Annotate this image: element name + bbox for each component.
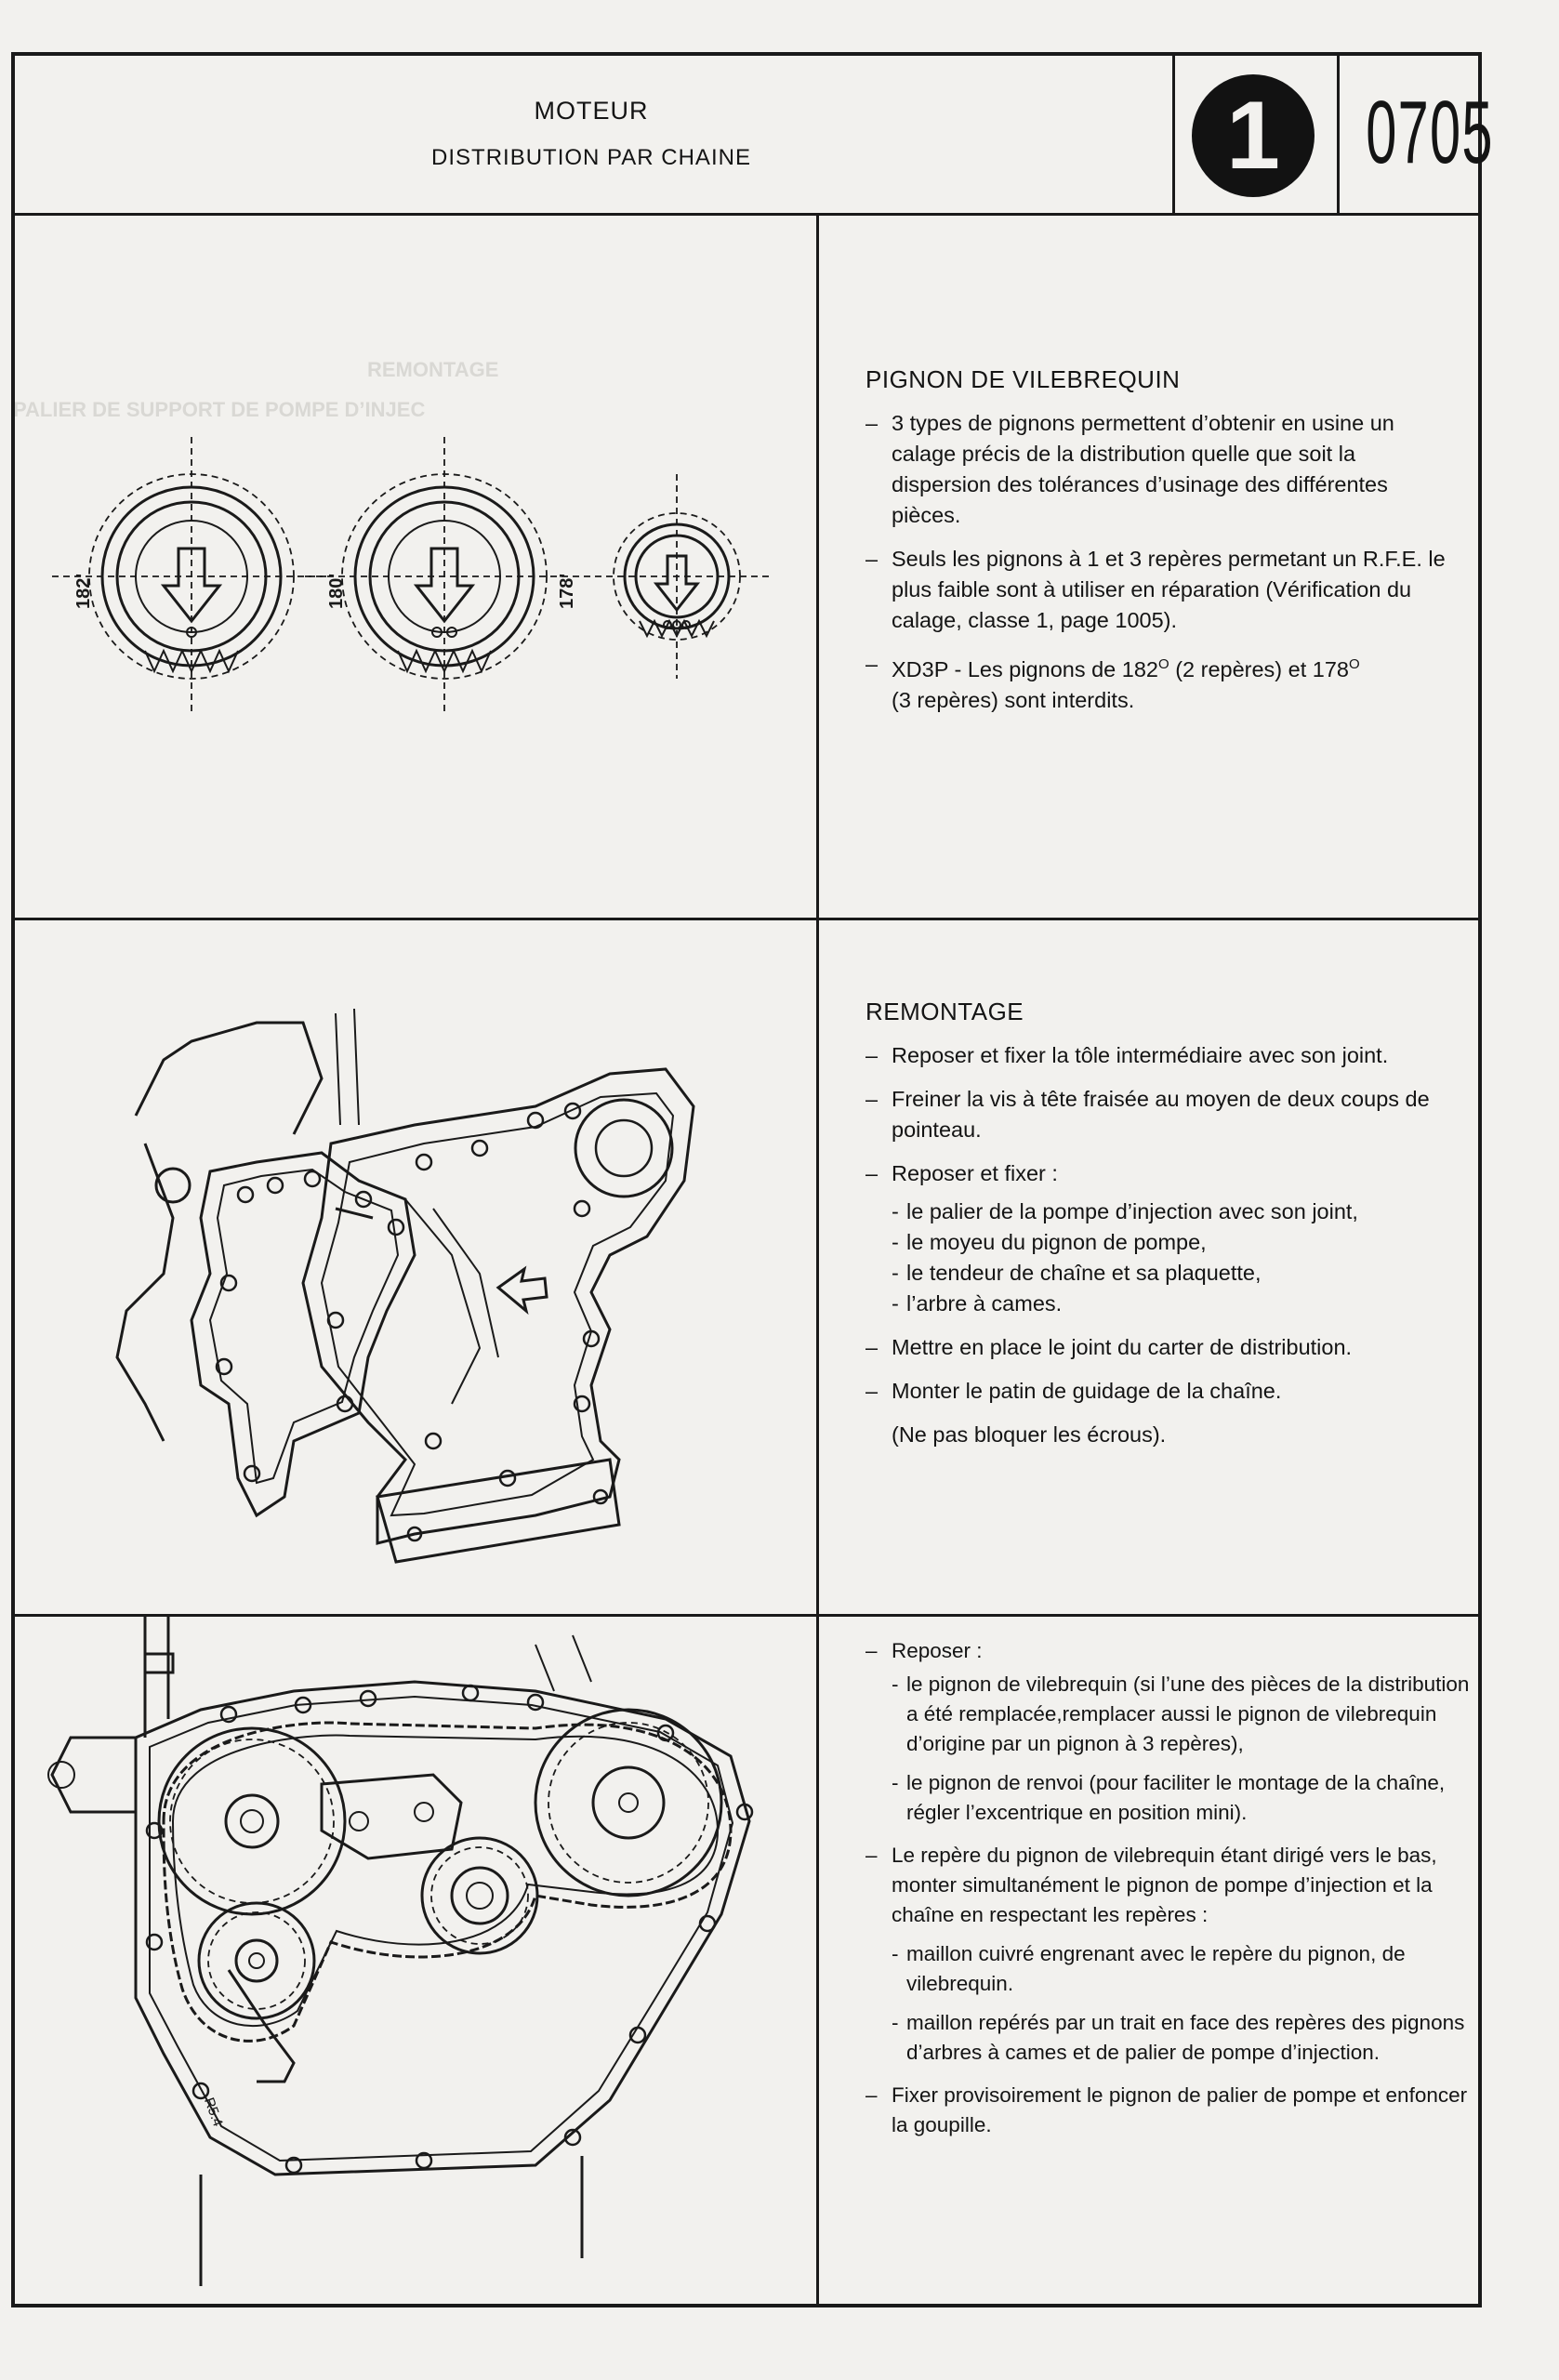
document-sheet xyxy=(11,52,1494,2307)
paragraph: – 3 types de pignons permettent d’obtenir en usine un calage précis de la distribution quelle que soit la dispersion des tolérances d’usinage des différentes pièces. xyxy=(865,411,1394,527)
engine-block-outline xyxy=(117,1009,359,1441)
section-chain-assembly-text xyxy=(865,1636,1470,2153)
angle-label-178: 178' xyxy=(557,573,577,609)
note: (Ne pas bloquer les écrous). xyxy=(892,1422,1167,1447)
page-subtitle: DISTRIBUTION PAR CHAINE xyxy=(431,145,751,170)
list-item: - maillon cuivré engrenant avec le repère du pignon, de vilebrequin. xyxy=(892,1942,1406,1995)
intermediate-plate-drawing xyxy=(303,1069,694,1562)
figure-reference-label: R5.4 xyxy=(201,2096,226,2129)
pinion-178-drawing xyxy=(584,474,770,679)
list-item: - maillon repérés par un trait en face des repères des pignons d’arbres à cames et de palier de pompe d’injection. xyxy=(892,2011,1465,2064)
paragraph: – Monter le patin de guidage de la chaîne. xyxy=(865,1379,1282,1403)
section-reassembly-text xyxy=(865,997,1470,1450)
paragraph: – Fixer provisoirement le pignon de palier de pompe et enfoncer la goupille. xyxy=(865,2083,1468,2136)
figure-crank-pinions xyxy=(15,218,816,916)
section-crank-pinion-text xyxy=(865,364,1460,729)
paragraph: – Reposer : xyxy=(865,1639,983,1662)
list-item: - le moyeu du pignon de pompe, xyxy=(892,1230,1207,1254)
page-code: 0705 xyxy=(1366,83,1494,182)
heading-reassembly: REMONTAGE xyxy=(865,998,1024,1025)
paragraph: – Le repère du pignon de vilebrequin étant dirigé vers le bas, monter simultanément le pignon de pompe d’injection et la chaîne en respectant les repères : xyxy=(865,1844,1437,1926)
joint-gasket-drawing xyxy=(192,1153,415,1515)
paragraph: – Freiner la vis à tête fraisée au moyen de deux coups de pointeau. xyxy=(865,1087,1430,1142)
injection-pump-sprocket-drawing xyxy=(422,1838,537,1953)
heading-crank-pinion: PIGNON DE VILEBREQUIN xyxy=(865,365,1181,393)
housing-outline xyxy=(48,1617,749,2286)
bleed-through-heading: REMONTAGE xyxy=(367,358,499,381)
list-item: - le tendeur de chaîne et sa plaquette, xyxy=(892,1261,1262,1285)
list-item: - le palier de la pompe d’injection avec son joint, xyxy=(892,1199,1358,1223)
section-number-badge: 1 xyxy=(1192,74,1315,197)
paragraph: – Seuls les pignons à 1 et 3 repères permetant un R.F.E. le plus faible sont à utiliser en réparation (Vérification du calage, classe 1, page 1005). xyxy=(865,547,1446,632)
camshaft-sprocket-left-drawing xyxy=(159,1728,345,1914)
pinion-180-drawing xyxy=(305,437,584,716)
paragraph-forbidden-pinions: – XD3P - Les pignons de $182^O$ (2 repères) et $178^O$ (3 repères) sont interdits. xyxy=(865,652,1360,712)
paragraph: – Mettre en place le joint du carter de distribution. xyxy=(865,1335,1353,1359)
page-title: MOTEUR xyxy=(534,97,649,125)
bleed-through-subheading: PALIER DE SUPPORT DE POMPE D’INJEC xyxy=(13,398,426,421)
paragraph: – Reposer et fixer : xyxy=(865,1161,1058,1185)
crankshaft-sprocket-drawing xyxy=(199,1903,314,2018)
list-item: - le pignon de renvoi (pour faciliter le montage de la chaîne, régler l’excentrique en position mini). xyxy=(892,1771,1446,1824)
column-divider xyxy=(816,216,819,2307)
angle-label-182: 182' xyxy=(73,573,94,609)
figure-chain-drive xyxy=(15,1617,816,2308)
section-number-box xyxy=(1172,56,1330,216)
angle-label-180: 180' xyxy=(326,573,347,609)
figure-intermediate-plate xyxy=(15,920,816,1612)
housing-bolts xyxy=(147,1686,752,2173)
pinion-182-drawing xyxy=(52,437,331,716)
paragraph: – Reposer et fixer la tôle intermédiaire avec son joint. xyxy=(865,1043,1389,1067)
page-code-box xyxy=(1337,56,1494,216)
list-item: - l’arbre à cames. xyxy=(892,1291,1063,1316)
list-item: - le pignon de vilebrequin (si l’une des pièces de la distribution a été remplacée,remplacer aussi le pignon de vilebrequin d’origine par un pignon à 3 repères), xyxy=(892,1673,1470,1755)
page-header xyxy=(15,56,1494,216)
